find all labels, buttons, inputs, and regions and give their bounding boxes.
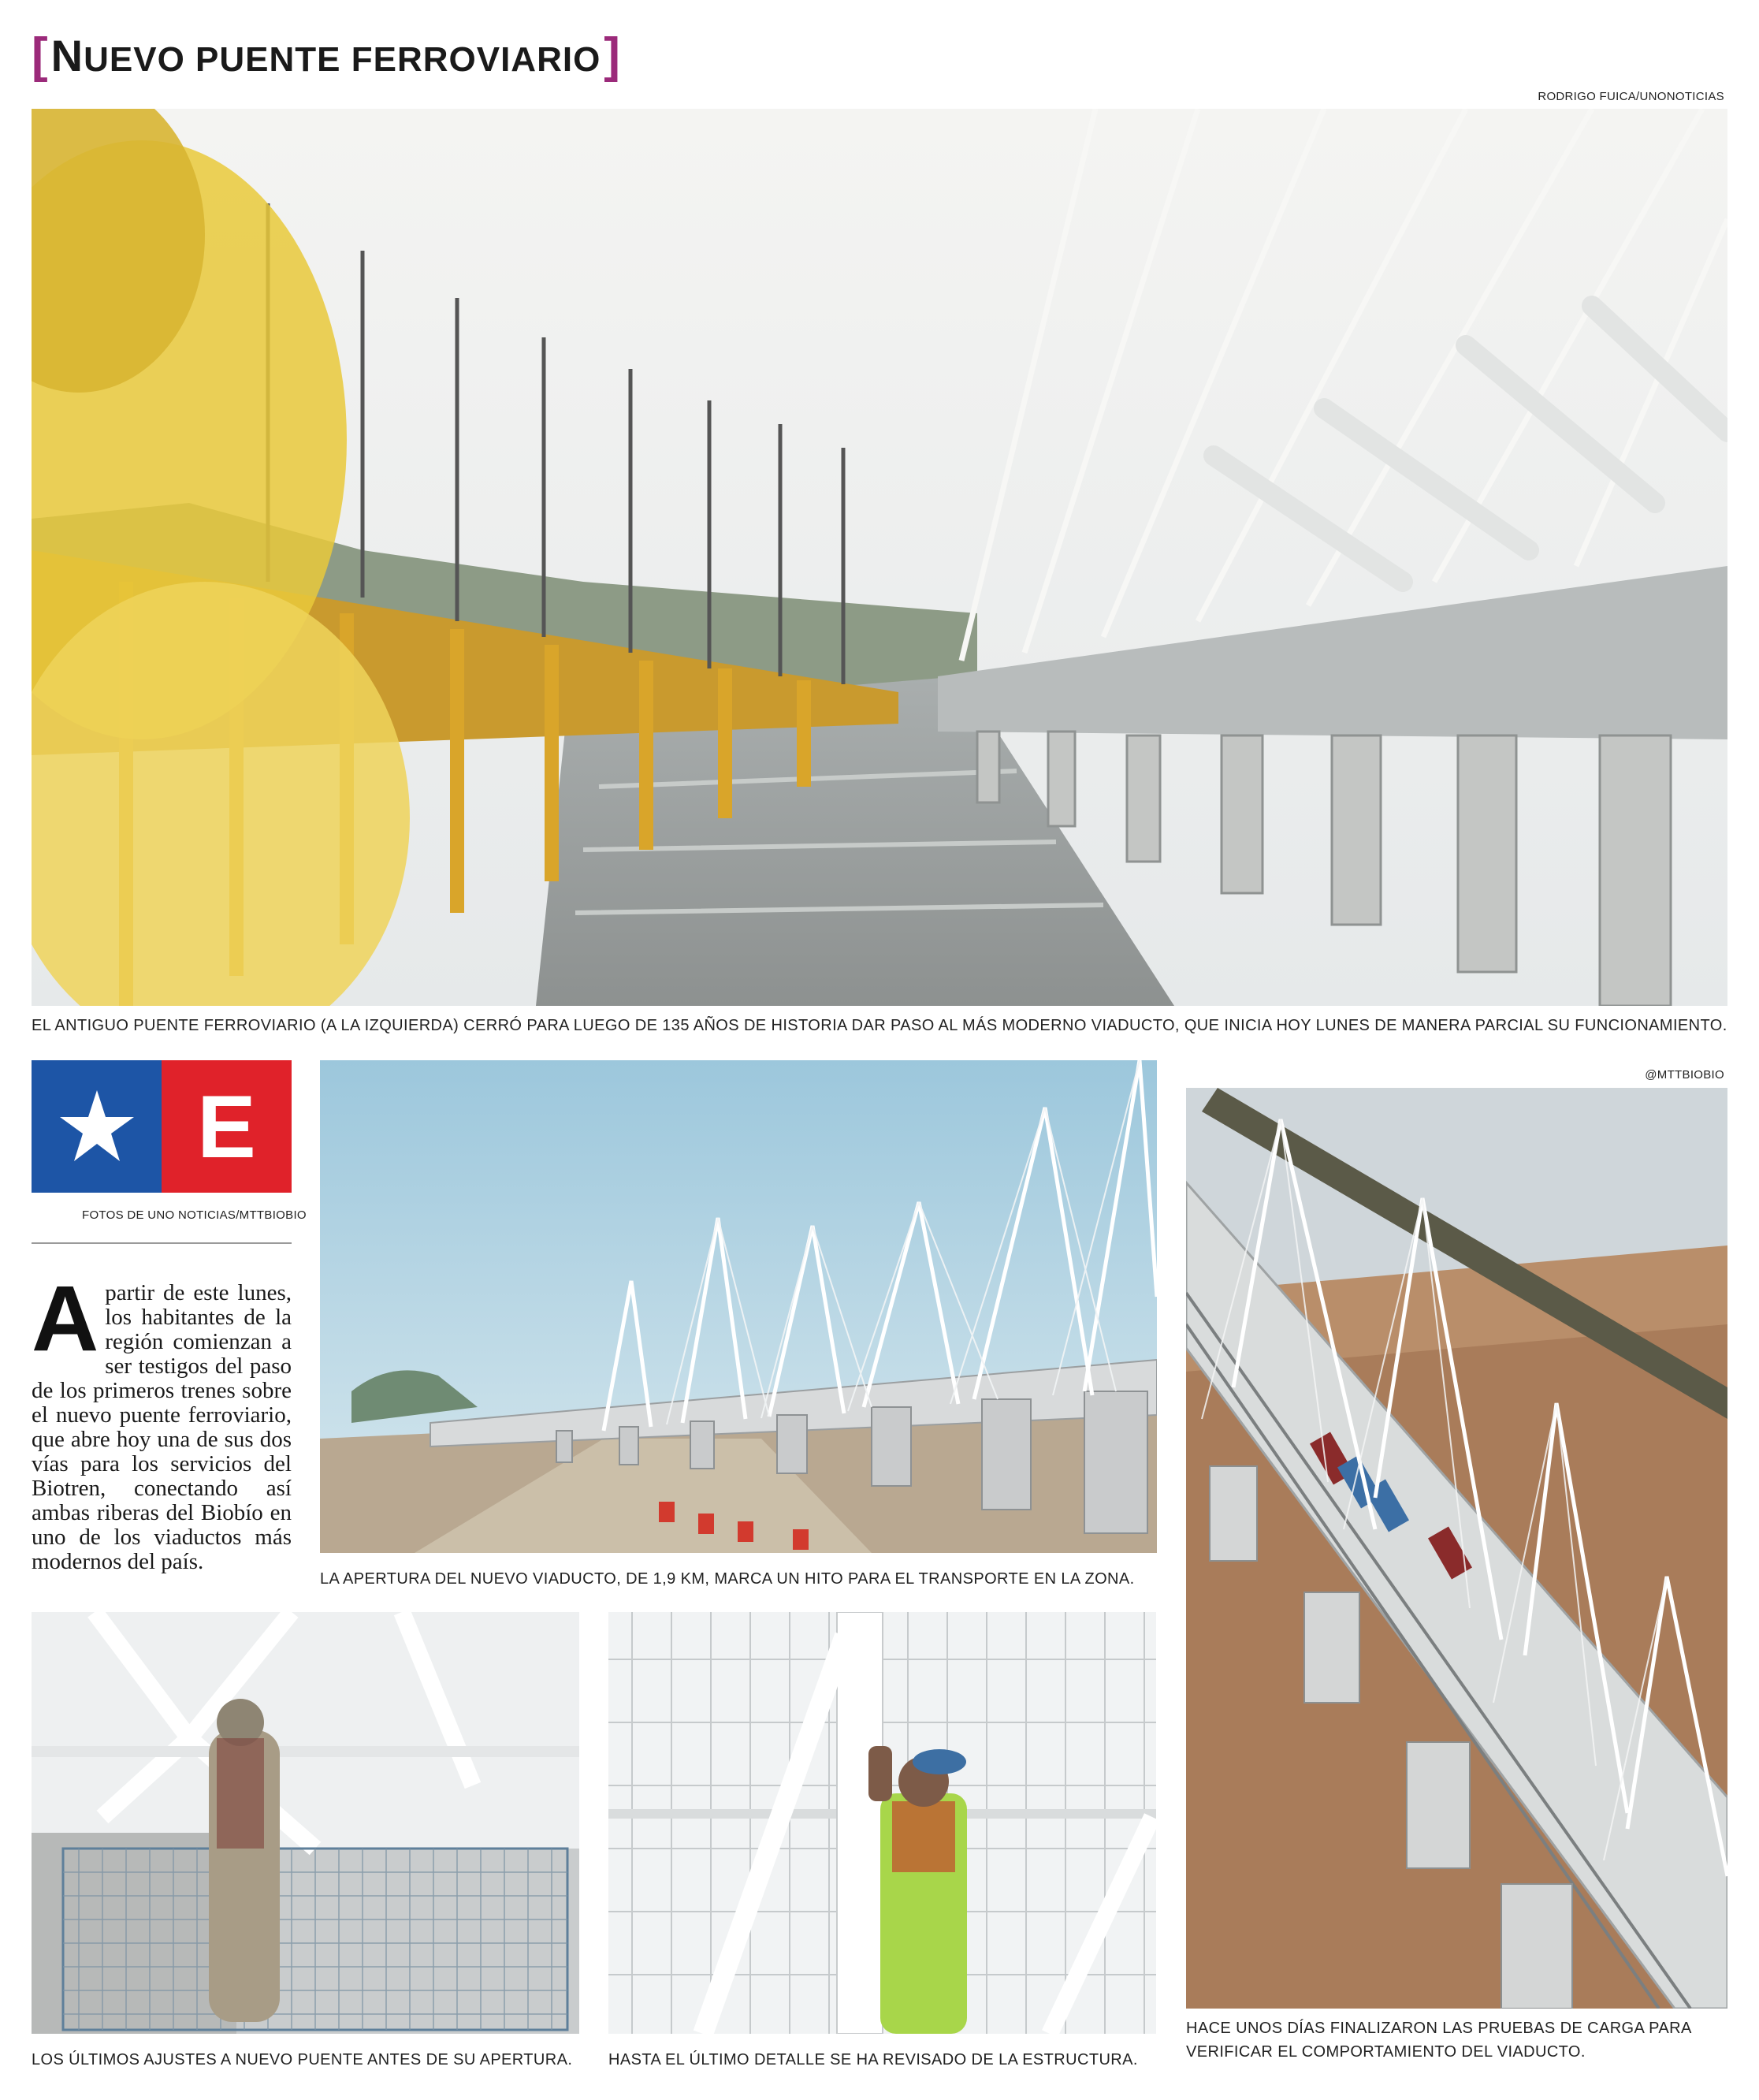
worker-right-caption: HASTA EL ÚLTIMO DETALLE SE HA REVISADO DE LA ESTRUCTURA. xyxy=(608,2051,1138,2068)
main-photo-illustration xyxy=(32,109,1727,1006)
main-photo-credit: RODRIGO FUICA/UNONOTICIAS xyxy=(1538,90,1724,103)
main-photo-bridges xyxy=(32,109,1727,1006)
worker-left-photo xyxy=(32,1612,579,2034)
viaduct-photo xyxy=(320,1060,1157,1553)
aerial-photo-illustration xyxy=(1186,1088,1727,2009)
article-text: partir de este lunes, los habitantes de la región comienzan a ser testigos del paso de los primeros trenes sobre el nuevo puente ferroviario, que abre hoy una de sus dos vías para los servicios del Biotren, conectando así ambas riberas del Biobío en uno de los viaductos más modernos del país. xyxy=(32,1280,292,1574)
section-title xyxy=(32,30,620,82)
logo-blue-panel xyxy=(32,1060,162,1193)
title-bracket-close: ] xyxy=(604,28,620,83)
viaduct-photo-caption: LA APERTURA DEL NUEVO VIADUCTO, DE 1,9 KM, MARCA UN HITO PARA EL TRANSPORTE EN LA ZONA. xyxy=(320,1570,1135,1588)
newspaper-logo xyxy=(32,1060,292,1193)
divider xyxy=(32,1242,292,1244)
title-bracket-open: [ xyxy=(32,28,48,83)
article-body xyxy=(32,1267,292,1574)
worker-right-illustration xyxy=(608,1612,1156,2034)
photos-credit: FOTOS DE UNO NOTICIAS/MTTBIOBIO xyxy=(82,1208,307,1222)
worker-left-illustration xyxy=(32,1612,579,2034)
aerial-photo-caption: HACE UNOS DÍAS FINALIZARON LAS PRUEBAS DE CARGA PARA VERIFICAR EL COMPORTAMIENTO DEL VIADUCTO. xyxy=(1186,2020,1691,2061)
worker-left-caption: LOS ÚLTIMOS AJUSTES A NUEVO PUENTE ANTES DE SU APERTURA. xyxy=(32,2051,573,2068)
viaduct-photo-illustration xyxy=(320,1060,1157,1553)
star-icon xyxy=(58,1087,136,1166)
title-initial: N xyxy=(50,31,84,80)
page-title xyxy=(48,31,604,80)
logo-letter: E xyxy=(162,1060,292,1193)
worker-right-photo xyxy=(608,1612,1156,2034)
title-rest: UEVO PUENTE FERROVIARIO xyxy=(84,40,601,79)
drop-cap: A xyxy=(32,1267,99,1371)
aerial-photo-credit: @MTTBIOBIO xyxy=(1645,1068,1724,1082)
aerial-photo xyxy=(1186,1088,1727,2009)
main-photo-caption: EL ANTIGUO PUENTE FERROVIARIO (A LA IZQUIERDA) CERRÓ PARA LUEGO DE 135 AÑOS DE HISTORIA DAR PASO AL MÁS MODERNO VIADUCTO, QUE INICIA HOY LUNES DE MANERA PARCIAL SU FUNCIONAMIENTO. xyxy=(32,1017,1727,1034)
